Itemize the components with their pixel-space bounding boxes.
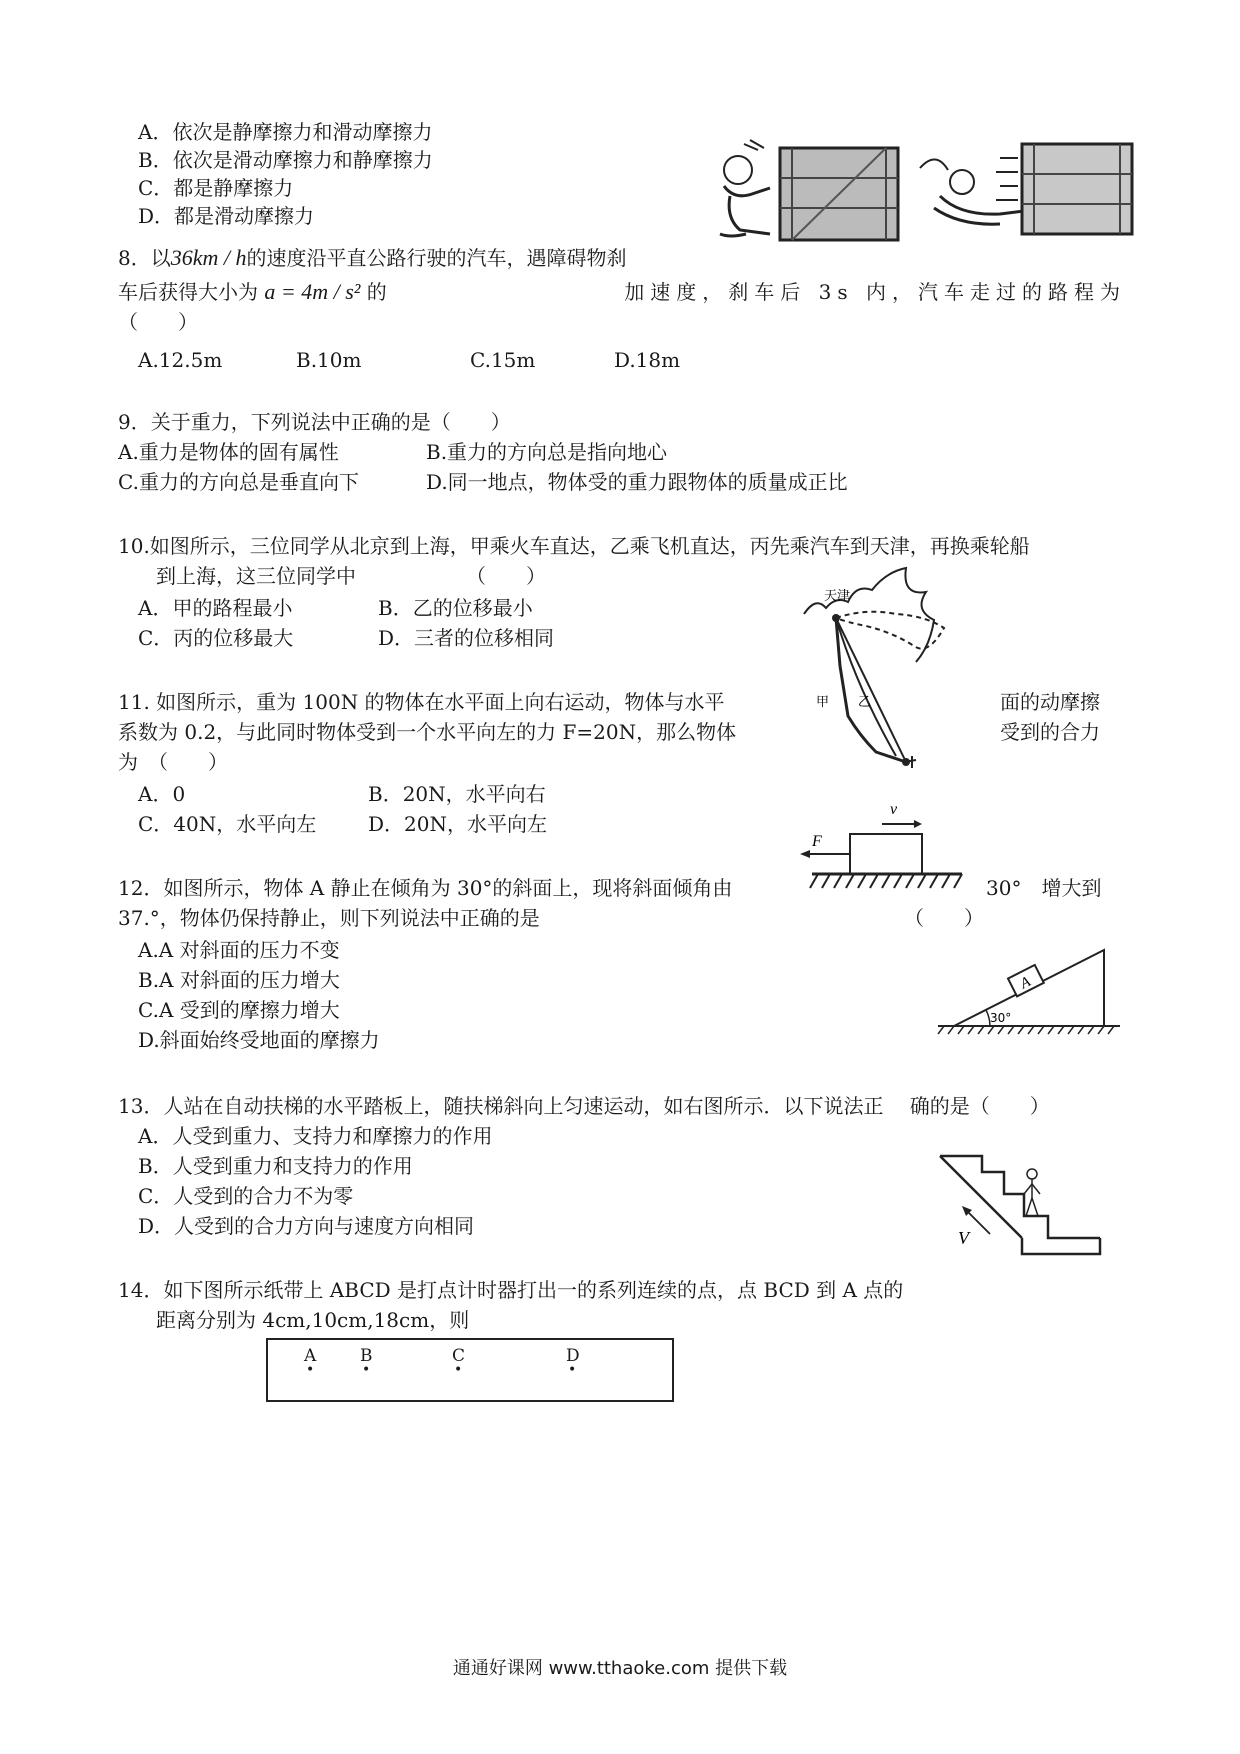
q8-option-d: D.18m (614, 348, 681, 372)
incline-figure (934, 940, 1124, 1040)
q12-stem-line1a: 12．如图所示，物体 A 静止在倾角为 30°的斜面上，现将斜面倾角由 (118, 876, 733, 900)
route-map-figure (796, 566, 976, 776)
map-label-jia: 甲 (816, 695, 830, 710)
q13-option-d: D．人受到的合力方向与速度方向相同 (138, 1214, 475, 1238)
force-label: F (812, 833, 822, 850)
q8-answer-paren: （ ） (118, 310, 198, 334)
q8-stem-line2: 车后获得大小为 a = 4m / s² 的 加速度，刹车后 3s 内，汽车走过的路程为 (118, 279, 1126, 304)
q8-option-c: C.15m (470, 348, 536, 372)
q14-stem-line2: 距离分别为 4cm,10cm,18cm，则 (156, 1308, 470, 1332)
q10-stem-line2: 到上海，这三位同学中 （ ） (156, 564, 546, 588)
q10-option-c: C．丙的位移最大 (138, 626, 294, 650)
q9-option-c: C.重力的方向总是垂直向下 (118, 470, 359, 494)
angle-label: 30° (990, 1011, 1012, 1025)
q11-stem-line1b: 面的动摩擦 (1000, 690, 1100, 714)
tape-dot-a: • (306, 1362, 315, 1378)
crate-pushing-figure (700, 138, 1140, 248)
paper-tape (266, 1338, 674, 1402)
q11-option-d: D．20N，水平向左 (368, 812, 547, 836)
q13-option-b: B．人受到重力和支持力的作用 (138, 1154, 413, 1178)
q8-stem-line1: 8．以36km / h的速度沿平直公路行驶的汽车，遇障碍物刹 (118, 245, 627, 270)
tape-point-d-label: D (566, 1346, 580, 1366)
page-footer: 通通好课网 www.tthaoke.com 提供下载 (452, 1658, 788, 1679)
map-label-yi: 乙 (858, 695, 872, 710)
q7-option-d: D．都是滑动摩擦力 (138, 204, 315, 228)
q9-option-b: B.重力的方向总是指向地心 (426, 440, 668, 464)
escalator-velocity-label: V (958, 1228, 969, 1248)
q8-option-a: A.12.5m (138, 348, 223, 372)
q10-option-b: B．乙的位移最小 (378, 596, 533, 620)
q12-option-d: D.斜面始终受地面的摩擦力 (138, 1028, 380, 1052)
escalator-figure (938, 1154, 1118, 1260)
q12-option-c: C.A 受到的摩擦力增大 (138, 998, 340, 1022)
q11-stem-line2b: 受到的合力 (1000, 720, 1100, 744)
q11-option-b: B．20N，水平向右 (368, 782, 546, 806)
q7-option-a: A．依次是静摩擦力和滑动摩擦力 (138, 120, 433, 144)
q11-stem-line1a: 11. 如图所示，重为 100N 的物体在水平面上向右运动，物体与水平 (118, 690, 725, 714)
q13-option-a: A．人受到重力、支持力和摩擦力的作用 (138, 1124, 493, 1148)
q12-stem-line2a: 37.°，物体仍保持静止，则下列说法中正确的是 (118, 906, 540, 930)
q12-option-a: A.A 对斜面的压力不变 (138, 938, 340, 962)
tape-dot-c: • (454, 1362, 463, 1378)
q10-option-a: A．甲的路程最小 (138, 596, 293, 620)
q9-option-d: D.同一地点，物体受的重力跟物体的质量成正比 (426, 470, 848, 494)
tape-dot-b: • (362, 1362, 371, 1378)
q12-stem-line2b: （ ） (904, 906, 984, 930)
q11-option-a: A．0 (138, 782, 186, 806)
q12-stem-line1b: 30° 增大到 (986, 876, 1102, 900)
tape-point-b-label: B (360, 1346, 373, 1366)
q10-stem-line1: 10.如图所示，三位同学从北京到上海，甲乘火车直达，乙乘飞机直达，丙先乘汽车到天津，再换乘轮船 (118, 534, 1030, 558)
q13-option-c: C．人受到的合力不为零 (138, 1184, 354, 1208)
q12-option-b: B.A 对斜面的压力增大 (138, 968, 340, 992)
velocity-label: v (890, 801, 898, 818)
q9-stem: 9．关于重力，下列说法中正确的是（ ） (118, 410, 511, 434)
q11-stem-line2a: 系数为 0.2，与此同时物体受到一个水平向左的力 F=20N，那么物体 (118, 720, 737, 744)
q7-option-c: C．都是静摩擦力 (138, 176, 294, 200)
block-force-figure (796, 796, 976, 892)
q13-stem: 13．人站在自动扶梯的水平踏板上，随扶梯斜向上匀速运动，如右图所示．以下说法正 确的是（ ） (118, 1094, 1050, 1118)
q9-option-a: A.重力是物体的固有属性 (118, 440, 339, 464)
q11-stem-line3: 为 （ ） (118, 750, 228, 774)
q8-option-b: B.10m (296, 348, 362, 372)
tape-dot-d: • (568, 1362, 577, 1378)
tape-point-a-label: A (304, 1346, 317, 1366)
block-a-label: A (1017, 973, 1034, 993)
q7-option-b: B．依次是滑动摩擦力和静摩擦力 (138, 148, 433, 172)
q11-option-c: C．40N，水平向左 (138, 812, 317, 836)
map-label-tianjin: 天津 (824, 589, 851, 604)
q14-stem-line1: 14．如下图所示纸带上 ABCD 是打点计时器打出一的系列连续的点，点 BCD 到 A 点的 (118, 1278, 904, 1302)
tape-point-c-label: C (452, 1346, 466, 1366)
q10-option-d: D．三者的位移相同 (378, 626, 555, 650)
